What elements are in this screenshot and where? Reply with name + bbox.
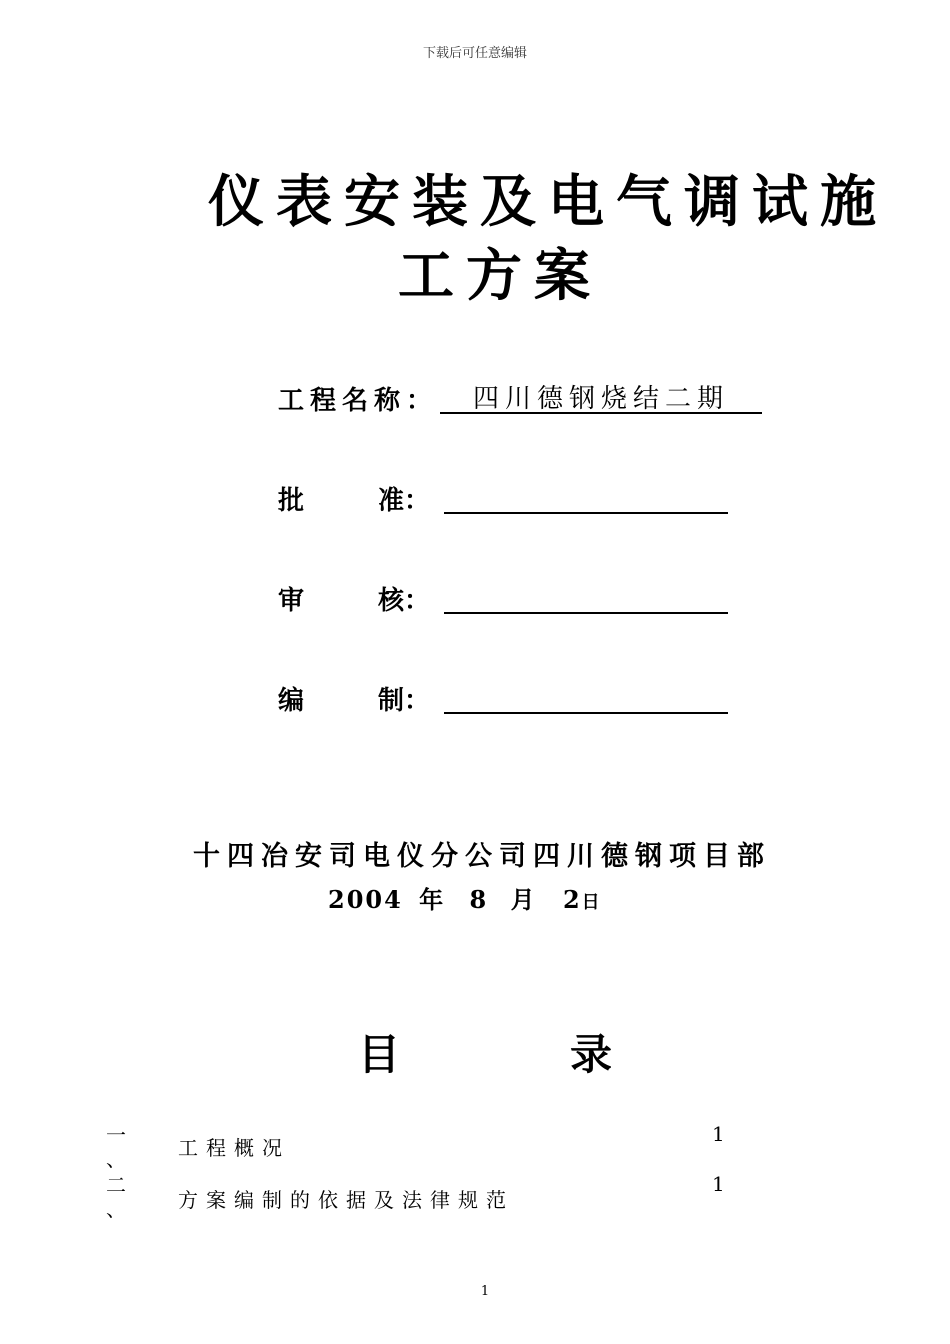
approve-label-a: 批 (278, 486, 305, 516)
page-number: 1 (480, 1284, 490, 1299)
header-note: 下载后可任意编辑 (422, 46, 527, 61)
date-year-unit: 年 (419, 885, 446, 914)
toc-item-1-number: 一 (106, 1123, 126, 1147)
date-month: 8 (469, 885, 489, 914)
project-value: 四川德钢烧结二期 (440, 378, 762, 414)
compile-label-a: 编 (278, 686, 305, 716)
document-date (328, 880, 602, 915)
toc-item-2-number: 二 (106, 1173, 126, 1197)
company-name: 十四冶安司电仪分公司四川德钢项目部 (193, 841, 771, 872)
toc-item-1-title[interactable]: 工程概况 (178, 1136, 290, 1160)
date-day: 2 (562, 885, 582, 914)
approve-signature-line[interactable] (444, 482, 728, 514)
project-label: 工程名称： (278, 386, 439, 416)
toc-heading-b: 录 (570, 1030, 613, 1079)
toc-item-2-title[interactable]: 方案编制的依据及法律规范 (178, 1188, 514, 1212)
toc-item-2-separator: 、 (106, 1197, 126, 1221)
review-label-a: 审 (278, 586, 305, 616)
project-row (278, 380, 438, 417)
toc-item-1-page: 1 (712, 1122, 725, 1146)
toc-item-2-page: 1 (712, 1172, 725, 1196)
toc-item-1-separator: 、 (106, 1147, 126, 1171)
date-year: 2004 (328, 885, 403, 914)
date-day-unit: 日 (581, 892, 602, 913)
review-label-b: 核： (378, 586, 431, 616)
document-title-line-2: 工方案 (398, 243, 602, 309)
date-month-unit: 月 (510, 885, 537, 914)
toc-heading-a: 目 (358, 1030, 401, 1079)
compile-label-b: 制： (378, 686, 431, 716)
review-signature-line[interactable] (444, 582, 728, 614)
compile-signature-line[interactable] (444, 682, 728, 714)
approve-label-b: 准： (378, 486, 431, 516)
document-title-line-1: 仪表安装及电气调试施 (208, 169, 888, 235)
